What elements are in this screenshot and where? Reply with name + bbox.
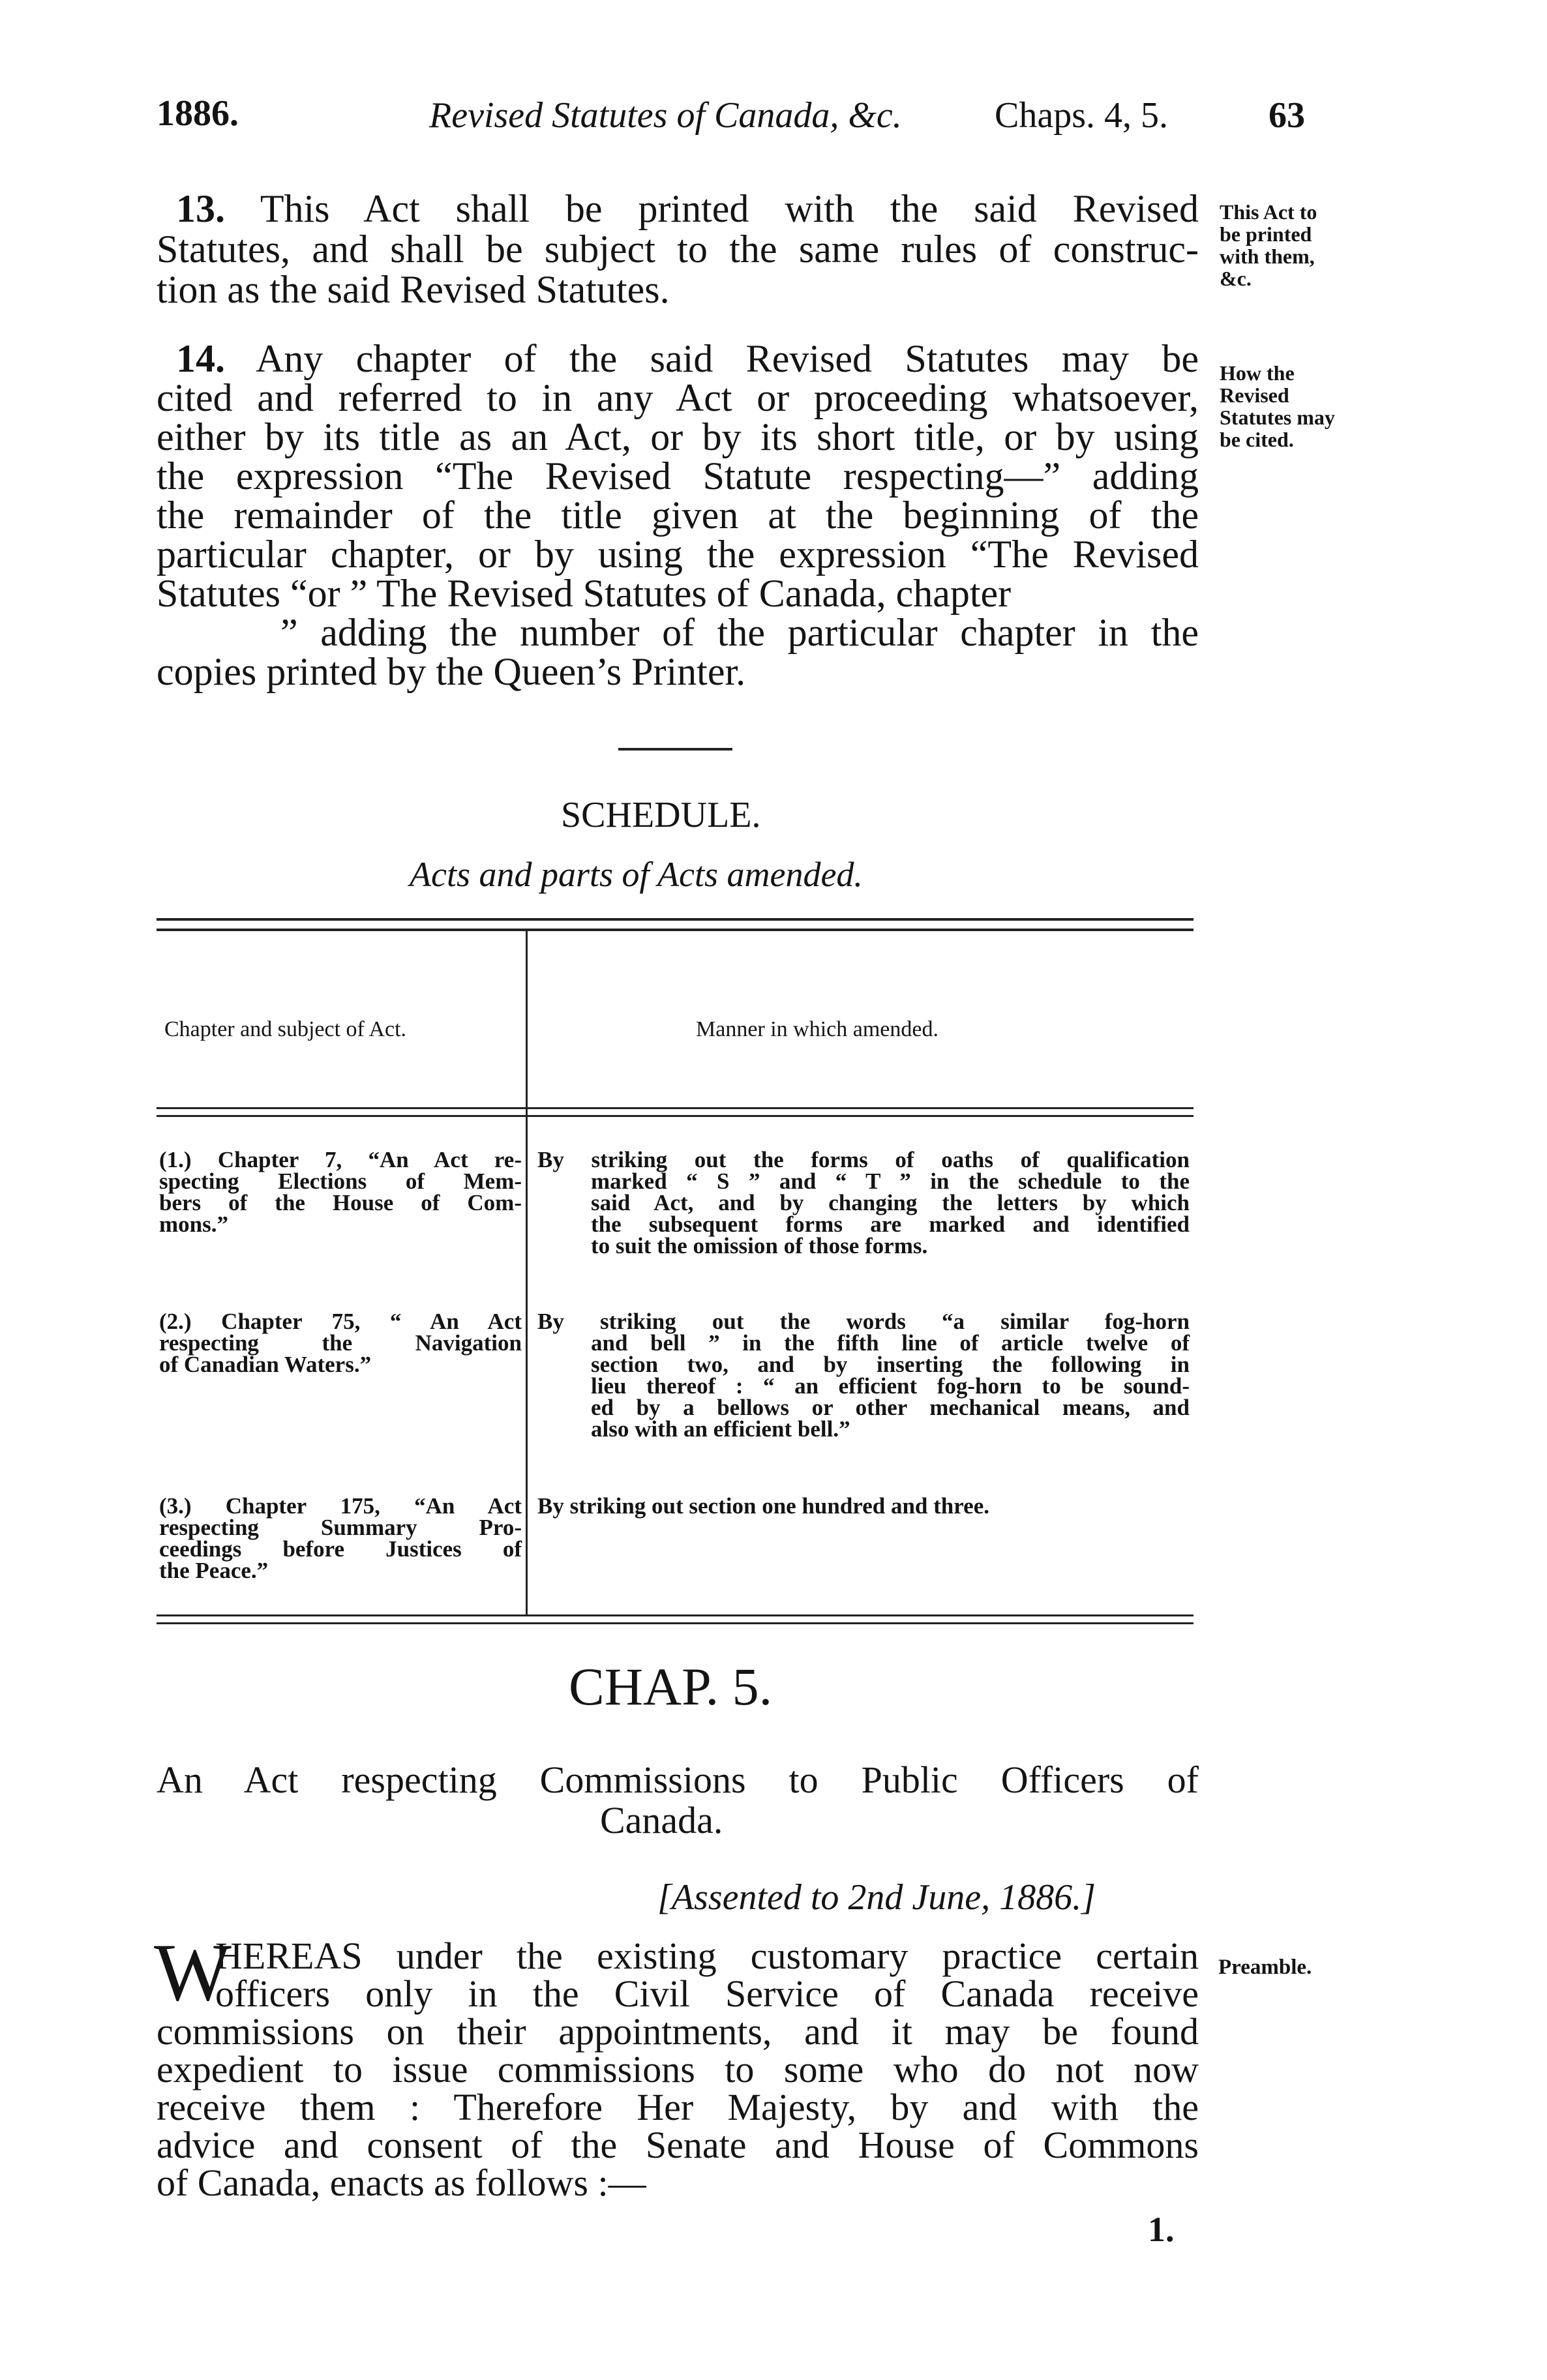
table-row-3-subject: (3.) Chapter 175, “An Act respecting Summary Pro- ceedings before Justices of the Peace.” <box>159 1493 522 1583</box>
section-14-line-9: copies printed by the Queen’s Printer. <box>157 650 746 693</box>
assent-line: [Assented to 2nd June, 1886.] <box>657 1877 1096 1918</box>
section-14-line-3: either by its title as an Act, or by its short title, or by using <box>157 415 1199 458</box>
section-14-line-6: particular chapter, or by using the expression “The Revised <box>157 533 1199 576</box>
header-year: 1886. <box>157 93 239 134</box>
margin-note-preamble: Preamble. <box>1218 1956 1312 1979</box>
table-top-rule-2 <box>157 929 1194 931</box>
preamble-drop-cap: W <box>154 1927 232 2018</box>
chapter-5-title: An Act respecting Commissions to Public Officers of Canada. <box>157 1759 1199 1841</box>
table-header-rule-1 <box>157 1107 1194 1109</box>
section-divider <box>618 748 732 751</box>
chapter-5-heading: CHAP. 5. <box>569 1657 773 1716</box>
header-chapters: Chaps. 4, 5. <box>995 95 1168 136</box>
section-14-line-2: cited and referred to in any Act or proceeding whatsoever, <box>157 376 1199 419</box>
catchword: 1. <box>1148 2210 1175 2249</box>
table-row-1-subject: (1.) Chapter 7, “An Act re- specting Elections of Mem- bers of the House of Com- mons.” <box>159 1147 522 1237</box>
table-column-divider <box>526 931 528 1614</box>
section-14-line-7: Statutes “or ” The Revised Statutes of Canada, chapter <box>157 572 1012 615</box>
section-13-line-2: Statutes, and shall be subject to the same rules of construc- <box>157 228 1199 271</box>
section-13-number: 13. <box>176 187 225 230</box>
table-header-rule-2 <box>157 1115 1194 1117</box>
table-row-2-amendment: By striking out the words “a similar fog-horn and bell ” in the fifth line of article twelve of section two, and by inserting the following in lieu thereof : “ an efficient fog-horn to be sound- ed by a bellows or other mechanical means, and also with an efficient bell.” <box>537 1309 1190 1442</box>
margin-note-13: This Act to be printed with them, &c. <box>1220 200 1317 290</box>
table-row-2-subject: (2.) Chapter 75, “ An Act respecting the Navigation of Canadian Waters.” <box>159 1309 522 1377</box>
schedule-subheading: Acts and parts of Acts amended. <box>410 855 863 894</box>
col2-header: Manner in which amended. <box>696 1017 939 1041</box>
section-14-line-8: ” adding the number of the particular chapter in the <box>280 611 1199 654</box>
section-14-line-1: Any chapter of the said Revised Statutes may be <box>256 337 1199 380</box>
header-title: Revised Statutes of Canada, &c. <box>429 95 902 136</box>
section-13-line-1: This Act shall be printed with the said Revised <box>260 187 1199 230</box>
col1-header: Chapter and subject of Act. <box>164 1017 407 1041</box>
section-14-line-5: the remainder of the title given at the beginning of the <box>157 494 1199 537</box>
section-13 <box>157 189 1199 310</box>
section-13-line-3: tion as the said Revised Statutes. <box>157 268 670 311</box>
table-top-rule-1 <box>157 918 1194 921</box>
section-14 <box>157 339 1199 691</box>
table-bottom-rule-2 <box>157 1622 1194 1624</box>
preamble: HEREAS under the existing customary practice certain officers only in the Civil Service of Canada receive commissions on their appointments, and it may be found expedient to issue commissions to some who do not now receive them : Therefore Her Majesty, by and with the advice and consent of the Senate and House of Commons of Canada, enacts as follows :— <box>157 1935 1199 2204</box>
section-14-number: 14. <box>176 337 225 380</box>
table-bottom-rule-1 <box>157 1614 1194 1616</box>
schedule-heading: SCHEDULE. <box>561 795 761 835</box>
table-row-3-amendment: By striking out section one hundred and three. <box>537 1493 989 1519</box>
header-page-number: 63 <box>1269 95 1305 136</box>
margin-note-14: How the Revised Statutes may be cited. <box>1220 361 1335 451</box>
section-14-line-4: the expression “The Revised Statute respecting—” adding <box>157 454 1199 498</box>
table-row-1-amendment: By striking out the forms of oaths of qualification marked “ S ” and “ T ” in the schedule to the said Act, and by changing the letters by which the subsequent forms are marked and identified to suit the omission of those forms. <box>537 1147 1190 1258</box>
